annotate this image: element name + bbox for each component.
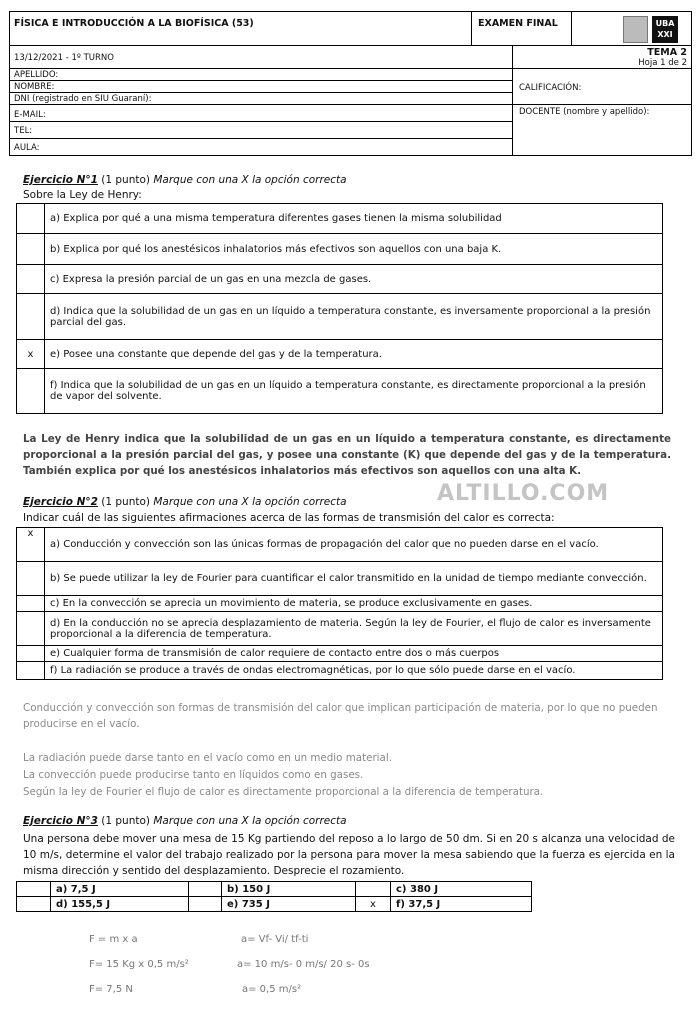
ex2-option-f-text: f) La radiación se produce a través de ondas electromagnéticas, por lo que sólo puede darse en el vacío. xyxy=(45,662,663,680)
ex2-heading xyxy=(23,496,347,508)
aula-field[interactable]: AULA: xyxy=(14,143,40,153)
ex1-explanation: La Ley de Henry indica que la solubilidad de un gas en un líquido a temperatura constante, es directamente proporcional a la presión parcial del gas, y posee una constante (K) que depende del gas y de la temperatura. También explica por qué los anestésicos inhalatorios más efectivos son aquellos con una alta K. xyxy=(23,433,671,477)
ex3-row-2 xyxy=(17,897,532,912)
ex3-statement: Una persona debe mover una mesa de 15 Kg partiendo del reposo a lo largo de 50 dm. Si en 20 s alcanza una velocidad de 10 m/s, determine el valor del trabajo realizado por la persona para mover la mesa sabiendo que la fuerza es ejercida en la misma dirección y sentido del desplazamiento. Desprecie el rozamiento. xyxy=(23,833,675,877)
ex2-explanation-1: Conducción y convección son formas de transmisión del calor que implican participación de materia, por lo que no pueden producirse en el vacío. xyxy=(23,702,658,730)
ex1-mark-a[interactable] xyxy=(17,204,45,234)
ex2-option-e-text: e) Cualquier forma de transmisión de calor requiere de contacto entre dos o más cuerpos xyxy=(45,646,663,662)
ex2-mark-a[interactable]: x xyxy=(17,528,45,562)
ex1-option-c-text: c) Expresa la presión parcial de un gas en una mezcla de gases. xyxy=(45,265,663,294)
uba-xxi-logo-icon xyxy=(623,16,648,43)
uba-logo-icon: UBA XXI xyxy=(652,16,678,43)
ex3-calc-right-1: a= Vf- Vi/ tf-ti xyxy=(241,934,309,945)
ex3-instruction: Marque con una X la opción correcta xyxy=(153,815,347,827)
exam-date: 13/12/2021 - 1º TURNO xyxy=(14,53,114,63)
ex2-option-d-text: d) En la conducción no se aprecia desplazamiento de materia. Según la ley de Fourier, el flujo de calor es inversamente proporcional a la diferencia de temperatura. xyxy=(45,612,663,646)
ex3-calc-right-3: a= 0,5 m/s² xyxy=(242,984,302,995)
ex1-options-table xyxy=(16,203,663,414)
ex3-mark-c[interactable] xyxy=(356,882,391,897)
ex2-mark-b[interactable] xyxy=(17,562,45,596)
ex3-calc-right-2: a= 10 m/s- 0 m/s/ 20 s- 0s xyxy=(237,959,370,970)
ex1-option-d-text: d) Indica que la solubilidad de un gas en un líquido a temperatura constante, es inversamente proporcional a la presión parcial del gas. xyxy=(45,294,663,340)
ex2-intro: Indicar cuál de las siguientes afirmaciones acerca de las formas de transmisión del calor es correcta: xyxy=(23,512,555,524)
ex2-mark-c[interactable] xyxy=(17,596,45,612)
ex2-options-table xyxy=(16,527,663,680)
ex2-mark-f[interactable] xyxy=(17,662,45,680)
ex2-instruction: Marque con una X la opción correcta xyxy=(153,496,347,508)
ex3-mark-d[interactable] xyxy=(17,897,51,912)
ex3-calc-left-2: F= 15 Kg x 0,5 m/s² xyxy=(89,959,189,970)
ex2-points: (1 punto) xyxy=(97,496,154,508)
ex3-option-b: b) 150 J xyxy=(222,882,356,897)
ex1-option-a xyxy=(17,204,663,234)
ex3-option-e: e) 735 J xyxy=(222,897,356,912)
ex2-option-a xyxy=(17,528,663,562)
course-title: FÍSICA E INTRODUCCIÓN A LA BIOFÍSICA (53) xyxy=(14,18,254,29)
ex2-number: Ejercicio N°2 xyxy=(23,496,98,508)
apellido-field[interactable]: APELLIDO: xyxy=(14,70,59,80)
ex1-option-b xyxy=(17,234,663,265)
ex3-calc-left-1: F = m x a xyxy=(89,934,138,945)
ex1-mark-f[interactable] xyxy=(17,369,45,414)
ex1-instruction: Marque con una X la opción correcta xyxy=(153,174,347,186)
ex3-points: (1 punto) xyxy=(97,815,154,827)
ex1-points: (1 punto) xyxy=(97,174,154,186)
ex3-mark-f[interactable]: x xyxy=(356,897,391,912)
ex2-explanation-3: La convección puede producirse tanto en líquidos como en gases. xyxy=(23,769,364,781)
ex1-option-f xyxy=(17,369,663,414)
ex3-mark-a[interactable] xyxy=(17,882,51,897)
ex2-explanation-2: La radiación puede darse tanto en el vacío como en un medio material. xyxy=(23,752,392,764)
docente-field: DOCENTE (nombre y apellido): xyxy=(519,107,650,117)
altillo-watermark: ALTILLO.COM xyxy=(437,481,610,506)
tema-label: TEMA 2 xyxy=(647,47,687,58)
ex2-explanation-4: Según la ley de Fourier el flujo de calor es directamente proporcional a la diferencia de temperatura. xyxy=(23,786,544,798)
ex1-mark-e[interactable]: x xyxy=(17,340,45,369)
ex1-option-f-text: f) Indica que la solubilidad de un gas en un líquido a temperatura constante, es directamente proporcional a la presión de vapor del solvente. xyxy=(45,369,663,414)
calificacion-field: CALIFICACIÓN: xyxy=(519,83,582,93)
ex1-mark-d[interactable] xyxy=(17,294,45,340)
ex1-mark-b[interactable] xyxy=(17,234,45,265)
ex1-heading xyxy=(23,174,347,186)
hoja-label: Hoja 1 de 2 xyxy=(638,58,687,68)
tel-field[interactable]: TEL: xyxy=(14,126,33,136)
ex2-option-e xyxy=(17,646,663,662)
ex3-heading xyxy=(23,815,347,827)
ex3-option-d: d) 155,5 J xyxy=(51,897,189,912)
ex1-option-e xyxy=(17,340,663,369)
ex3-mark-e[interactable] xyxy=(189,897,222,912)
ex3-options-table xyxy=(16,881,532,912)
ex2-option-f xyxy=(17,662,663,680)
nombre-field[interactable]: NOMBRE: xyxy=(14,82,55,92)
ex1-option-a-text: a) Explica por qué a una misma temperatura diferentes gases tienen la misma solubilidad xyxy=(45,204,663,234)
ex2-option-d xyxy=(17,612,663,646)
ex3-option-f: f) 37,5 J xyxy=(391,897,532,912)
ex3-number: Ejercicio N°3 xyxy=(23,815,98,827)
dni-field[interactable]: DNI (registrado en SIU Guaraní): xyxy=(14,94,152,104)
ex1-option-b-text: b) Explica por qué los anestésicos inhalatorios más efectivos son aquellos con una baja K. xyxy=(45,234,663,265)
ex1-option-d xyxy=(17,294,663,340)
ex2-option-c xyxy=(17,596,663,612)
ex3-mark-b[interactable] xyxy=(189,882,222,897)
ex2-mark-e[interactable] xyxy=(17,646,45,662)
exam-label: EXAMEN FINAL xyxy=(478,18,558,29)
ex1-option-c xyxy=(17,265,663,294)
ex1-option-e-text: e) Posee una constante que depende del gas y de la temperatura. xyxy=(45,340,663,369)
ex2-mark-d[interactable] xyxy=(17,612,45,646)
ex3-calc-left-3: F= 7,5 N xyxy=(89,984,133,995)
ex1-mark-c[interactable] xyxy=(17,265,45,294)
ex2-option-a-text: a) Conducción y convección son las únicas formas de propagación del calor que no pueden darse en el vacío. xyxy=(45,528,663,562)
ex3-option-c: c) 380 J xyxy=(391,882,532,897)
ex2-option-b-text: b) Se puede utilizar la ley de Fourier para cuantificar el calor transmitido en la unidad de tiempo mediante convección. xyxy=(45,562,663,596)
ex3-row-1 xyxy=(17,882,532,897)
email-field[interactable]: E-MAIL: xyxy=(14,110,46,120)
ex1-intro: Sobre la Ley de Henry: xyxy=(23,189,142,201)
uba-logo xyxy=(623,16,678,43)
ex3-option-a: a) 7,5 J xyxy=(51,882,189,897)
ex2-option-b xyxy=(17,562,663,596)
ex1-number: Ejercicio N°1 xyxy=(23,174,98,186)
ex2-option-c-text: c) En la convección se aprecia un movimiento de materia, se produce exclusivamente en gases. xyxy=(45,596,663,612)
